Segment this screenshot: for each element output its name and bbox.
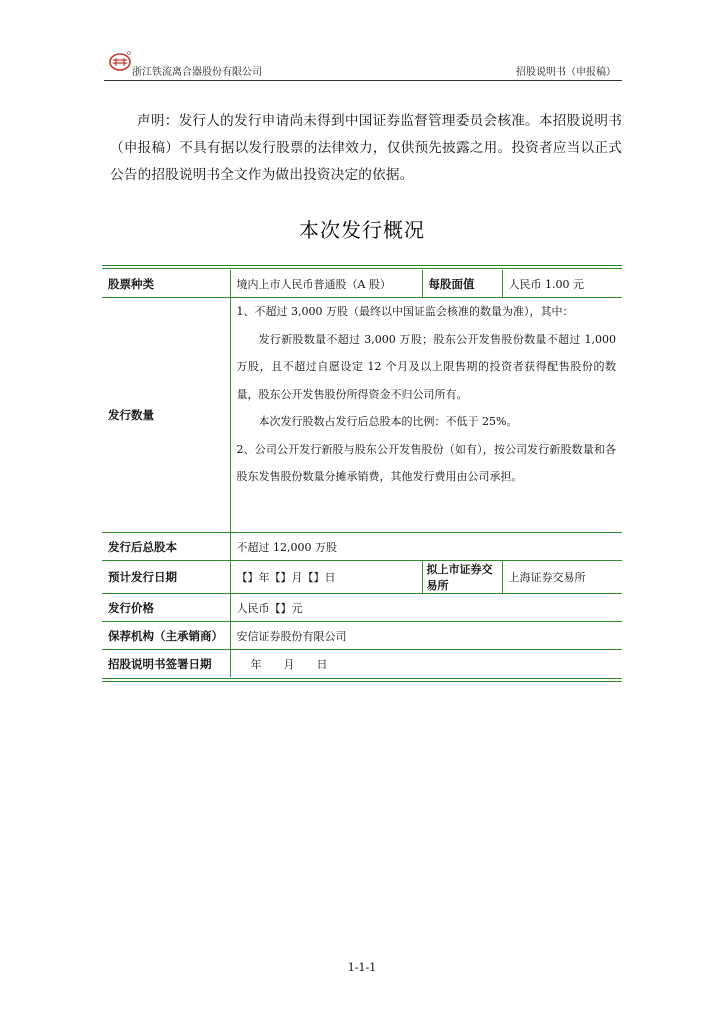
sponsor-label: 保荐机构（主承销商） <box>102 622 230 650</box>
table-row-price <box>102 594 622 622</box>
table-row-total-shares <box>102 533 622 561</box>
table-row-stock-type <box>102 270 622 298</box>
company-logo-icon <box>108 50 132 72</box>
page-header <box>104 48 622 81</box>
offering-overview-table <box>102 265 622 682</box>
total-shares-label: 发行后总股本 <box>102 533 230 561</box>
issue-quantity-label: 发行数量 <box>102 298 230 533</box>
table-row-issue-date <box>102 561 622 594</box>
issue-quantity-paragraph: 1、不超过 3,000 万股（最终以中国证监会核准的数量为准），其中： <box>236 305 574 318</box>
document-type: 招股说明书（申报稿） <box>516 67 616 78</box>
stock-type-value: 境内上市人民币普通股（A 股） <box>230 270 422 298</box>
issue-quantity-content <box>230 298 622 533</box>
company-name: 浙江铁流离合器股份有限公司 <box>132 67 262 78</box>
table-row-sponsor <box>102 622 622 650</box>
table-row-sign-date <box>102 650 622 678</box>
price-value: 人民币【】元 <box>230 594 622 622</box>
table-row-issue-quantity <box>102 298 622 533</box>
exchange-value: 上海证券交易所 <box>502 561 622 594</box>
issue-date-value: 【】年【】月【】日 <box>230 561 422 594</box>
disclaimer-notice: 声明：发行人的发行申请尚未得到中国证券监督管理委员会核准。本招股说明书（申报稿）不具有据以发行股票的法律效力，仅供预先披露之用。投资者应当以正式公告的招股说明书全文作为做出投资决定的依据。 <box>110 113 622 183</box>
issue-quantity-paragraph: 发行新股数量不超过 3,000 万股；股东公开发售股份数量不超过 1,000 万股，且不超过自愿设定 12 个月及以上限售期的投资者获得配售股份的数量，股东公开发售股份所得资金不归公司所有。 <box>236 332 616 401</box>
par-value-label: 每股面值 <box>422 270 502 298</box>
issue-quantity-paragraph: 2、公司公开发行新股与股东公开发售股份（如有），按公司发行新股数量和各股东发售股份数量分摊承销费，其他发行费用由公司承担。 <box>236 442 616 483</box>
sign-date-label: 招股说明书签署日期 <box>102 650 230 678</box>
sponsor-value: 安信证券股份有限公司 <box>230 622 622 650</box>
issue-date-label: 预计发行日期 <box>102 561 230 594</box>
exchange-label: 拟上市证券交易所 <box>422 561 502 594</box>
par-value-value: 人民币 1.00 元 <box>502 270 622 298</box>
page-number: 1-1-1 <box>347 961 377 974</box>
stock-type-label: 股票种类 <box>102 270 230 298</box>
total-shares-value: 不超过 12,000 万股 <box>230 533 622 561</box>
price-label: 发行价格 <box>102 594 230 622</box>
page-title: 本次发行概况 <box>299 218 425 242</box>
sign-date-value: 年 月 日 <box>250 657 328 671</box>
issue-quantity-paragraph: 本次发行股数占发行后总股本的比例：不低于 25%。 <box>258 415 518 428</box>
